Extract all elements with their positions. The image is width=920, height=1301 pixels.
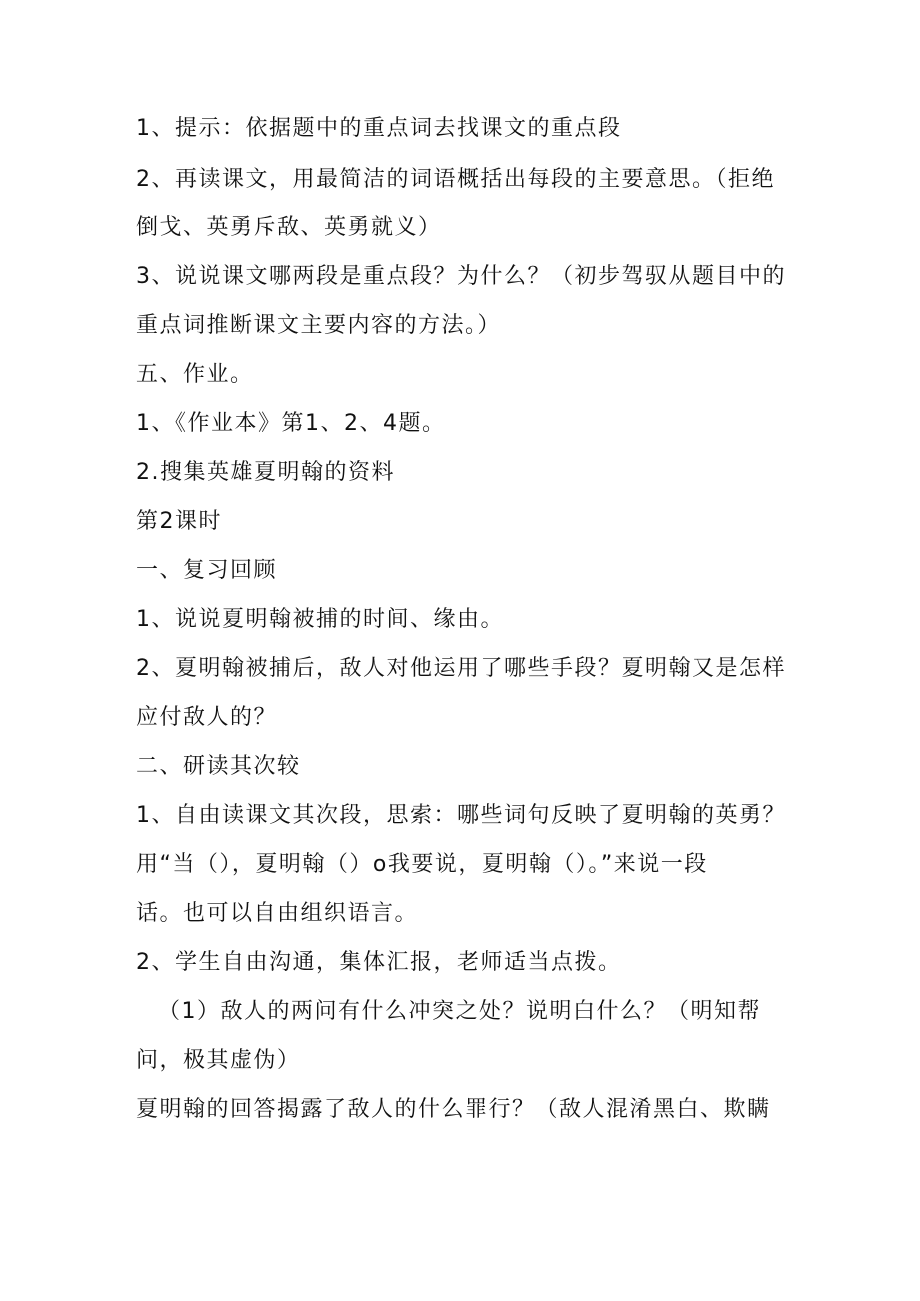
text-line: 问，极其虚伪） [136,1048,301,1073]
section-heading: 二、研读其次较 [136,754,301,779]
section-heading: 五、作业。 [136,362,254,387]
section-heading: 一、复习回顾 [136,558,278,583]
text-line: 用“当（），夏明翰（）o我要说，夏明翰（）。”来说一段 [136,852,708,877]
text-line: 1、说说夏明翰被捕的时间、缘由。 [136,607,504,632]
text-line: 夏明翰的回答揭露了敌人的什么罪行？（敌人混淆黑白、欺瞒 [136,1097,771,1122]
text-line: 2、再读课文，用最简洁的词语概括出每段的主要意思。（拒绝 [136,167,775,192]
text-line: 2.搜集英雄夏明翰的资料 [136,460,395,485]
text-line: 1、提示：依据题中的重点词去找课文的重点段 [136,116,622,141]
text-line: 倒戈、英勇斥敌、英勇就义） [136,215,442,240]
text-line: （1）敌人的两问有什么冲突之处？说明白什么？（明知帮 [158,999,761,1024]
text-line: 重点词推断课文主要内容的方法。） [136,313,502,338]
text-line: 2、学生自由沟通，集体汇报，老师适当点拨。 [136,950,622,975]
text-line: 3、说说课文哪两段是重点段？为什么？（初步驾驭从题目中的 [136,264,786,289]
text-line: 1、自由读课文其次段，思索：哪些词句反映了夏明翰的英勇？ [136,803,786,828]
text-line: 应付敌人的？ [136,705,278,730]
lesson-heading: 第2课时 [136,509,222,534]
text-line: 2、夏明翰被捕后，敌人对他运用了哪些手段？夏明翰又是怎样 [136,656,786,681]
text-line: 1、《作业本》第1、2、4题。 [136,411,446,436]
text-line: 话。也可以自由组织语言。 [136,901,419,926]
